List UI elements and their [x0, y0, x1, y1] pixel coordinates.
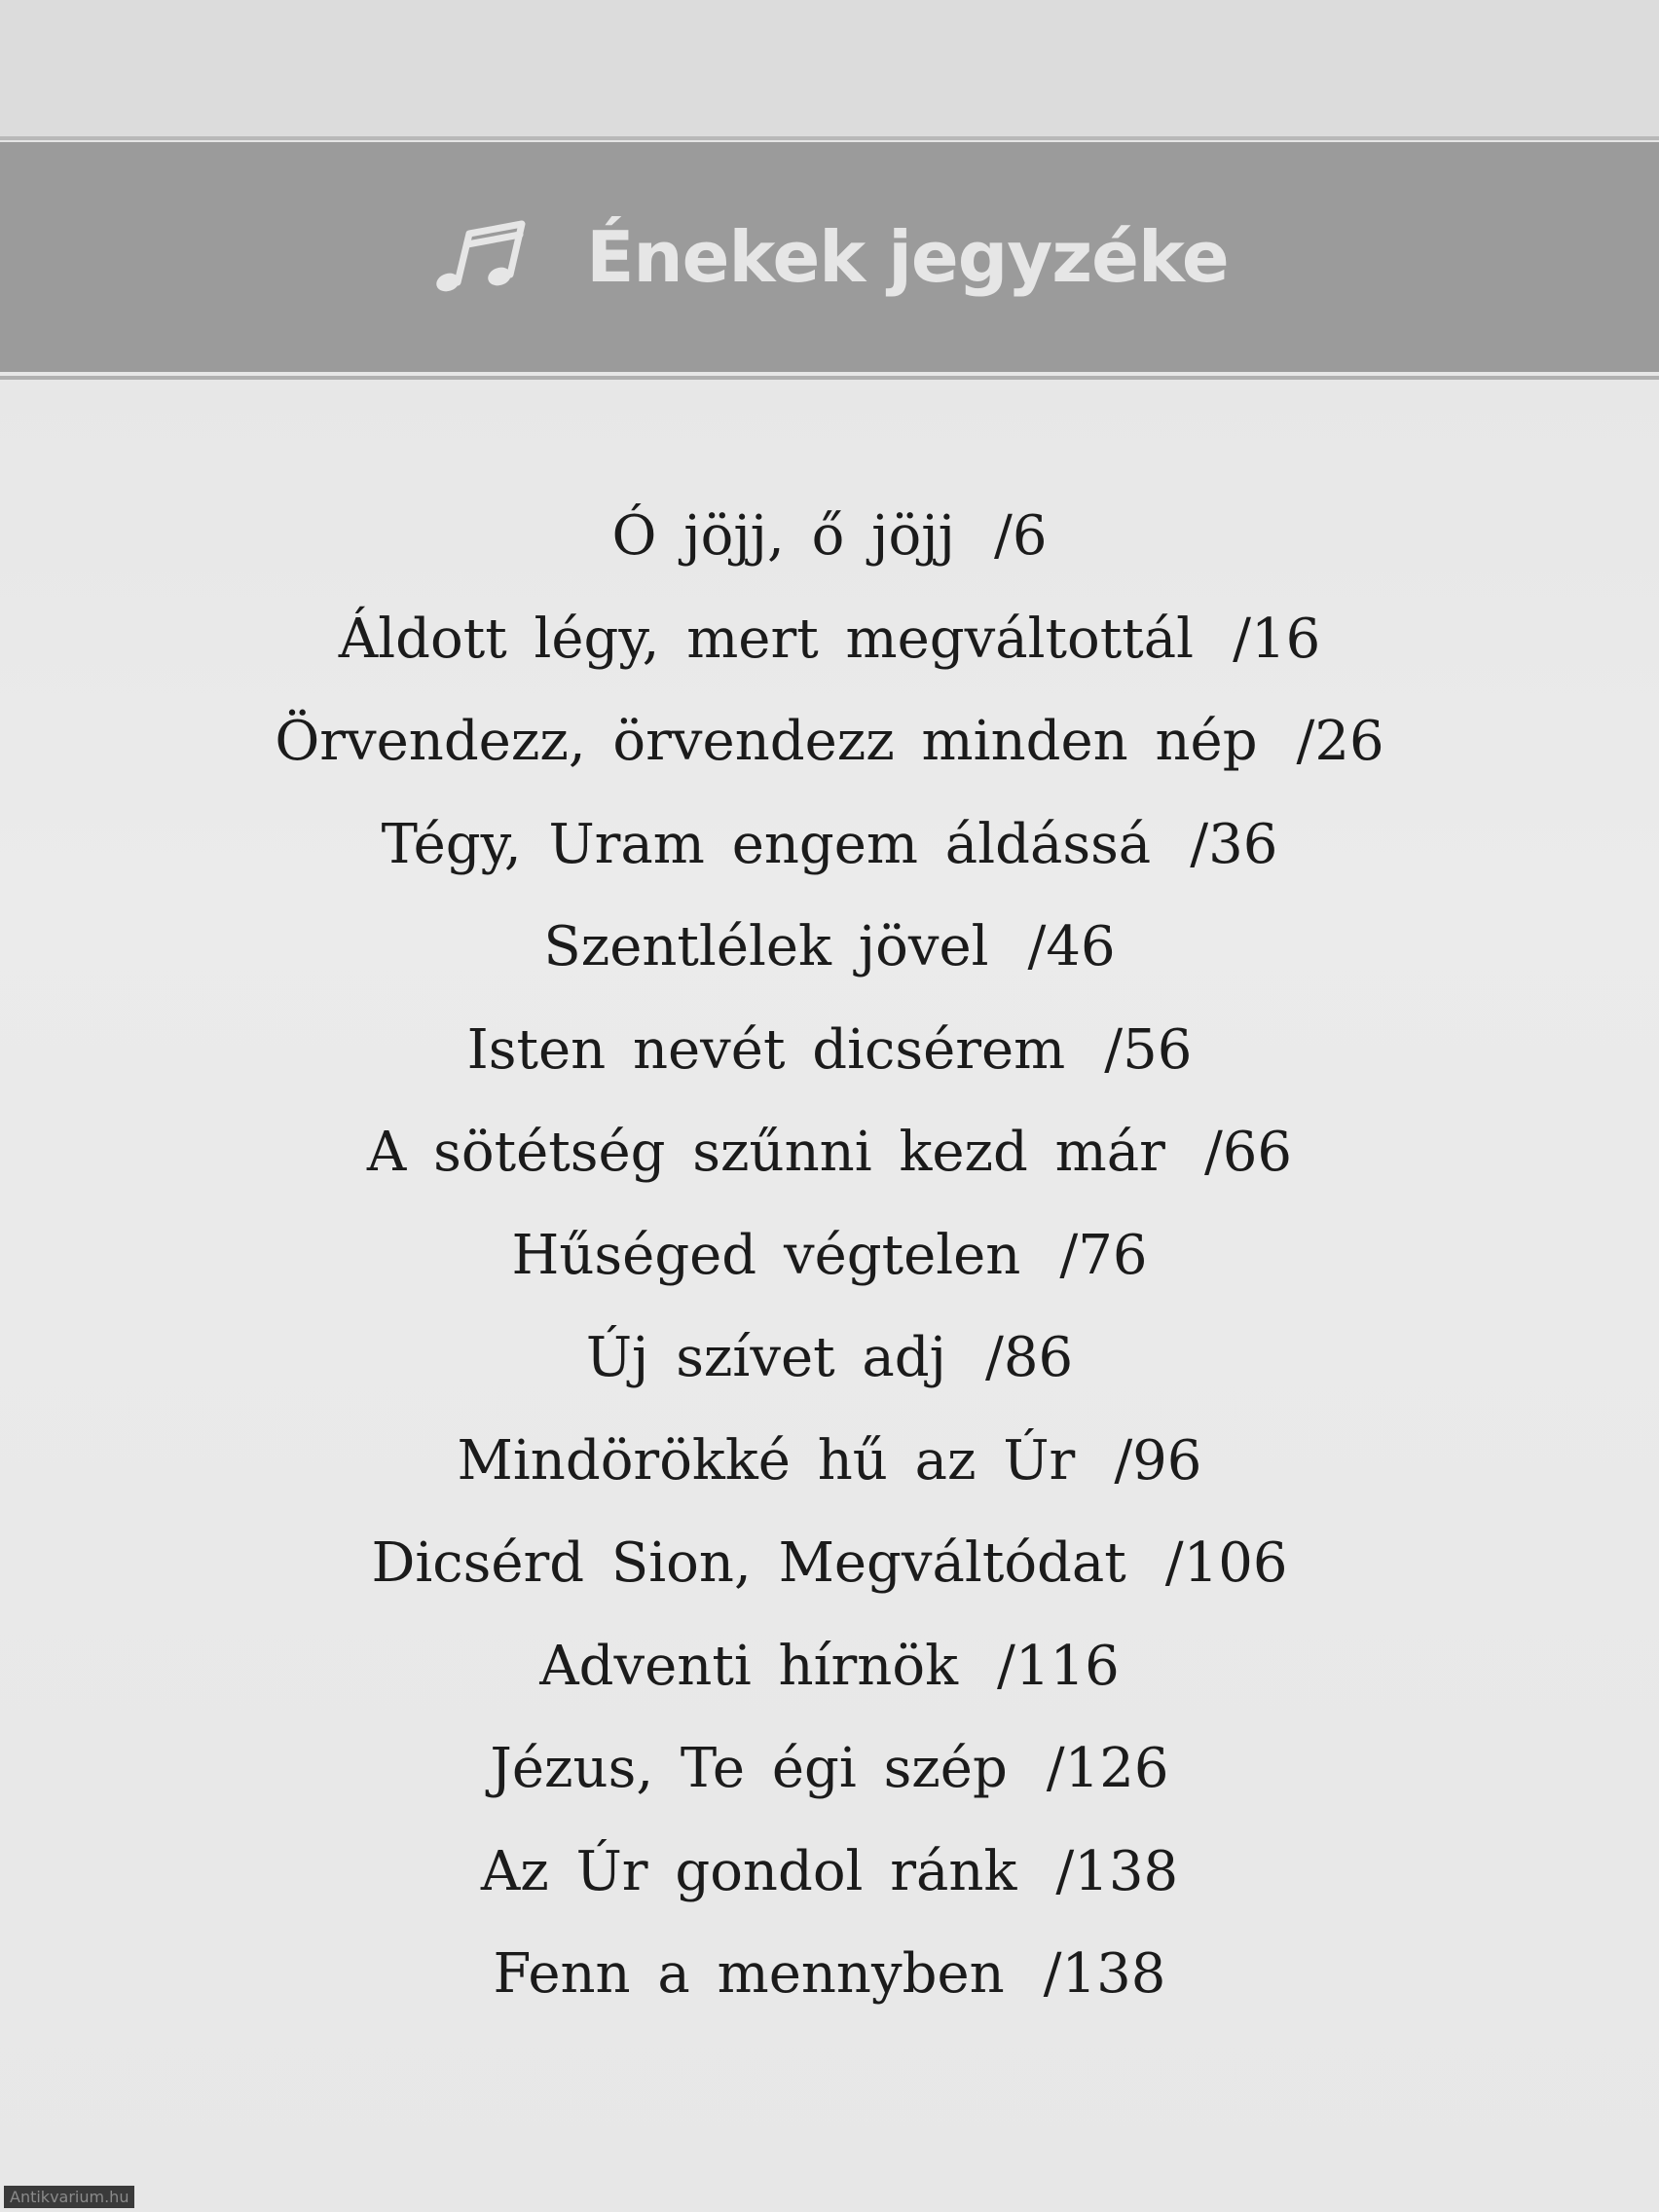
- song-entry: [0, 1101, 1659, 1204]
- song-page-number: /16: [1233, 607, 1321, 671]
- song-title: Az Úr gondol ránk: [480, 1839, 1017, 1903]
- page-title: Énekek jegyzéke: [586, 216, 1229, 298]
- page-top-area: [0, 0, 1659, 136]
- song-page-number: /6: [993, 504, 1048, 568]
- song-page-number: /106: [1164, 1531, 1288, 1595]
- song-title: Mindörökké hű az Úr: [457, 1428, 1076, 1493]
- song-page-number: /138: [1055, 1839, 1179, 1903]
- song-entry: [0, 588, 1659, 691]
- song-title: Jézus, Te égi szép: [490, 1737, 1008, 1800]
- song-entry: [0, 896, 1659, 999]
- song-title: Hűséged végtelen: [511, 1223, 1021, 1287]
- header-content: [0, 142, 1659, 372]
- song-page-number: /116: [997, 1634, 1120, 1698]
- song-title: Ó jöjj, ő jöjj: [611, 504, 955, 568]
- header-banner: [0, 142, 1659, 372]
- watermark: Antikvarium.hu: [4, 2186, 134, 2208]
- song-page-number: /46: [1027, 915, 1116, 978]
- song-entry: [0, 999, 1659, 1102]
- song-title: Tégy, Uram engem áldássá: [381, 812, 1152, 876]
- song-entry: [0, 1615, 1659, 1718]
- song-entry: [0, 793, 1659, 897]
- song-title: Fenn a mennyben: [493, 1942, 1005, 2006]
- song-page-number: /86: [985, 1326, 1074, 1389]
- song-entry: [0, 1307, 1659, 1410]
- song-title: Dicsérd Sion, Megváltódat: [371, 1531, 1126, 1595]
- song-page-number: /56: [1104, 1017, 1193, 1082]
- top-divider: [0, 136, 1659, 140]
- song-page-number: /66: [1203, 1121, 1293, 1184]
- song-title: Adventi hírnök: [539, 1634, 959, 1698]
- song-page-number: /126: [1046, 1737, 1169, 1800]
- song-page-number: /26: [1296, 710, 1384, 773]
- song-page-number: /36: [1190, 812, 1278, 876]
- music-notes-icon: [430, 218, 528, 296]
- bottom-divider: [0, 376, 1659, 380]
- song-entry: [0, 1204, 1659, 1308]
- song-entry: [0, 1923, 1659, 2026]
- song-page-number: /138: [1043, 1942, 1166, 2006]
- song-page-number: /96: [1114, 1428, 1202, 1493]
- song-title: Áldott légy, mert megváltottál: [338, 607, 1195, 671]
- song-entry: [0, 485, 1659, 588]
- song-title: A sötétség szűnni kezd már: [366, 1121, 1165, 1184]
- song-page-number: /76: [1059, 1223, 1148, 1287]
- song-entry: [0, 1821, 1659, 1924]
- song-index-list: [0, 485, 1659, 2026]
- song-title: Örvendezz, örvendezz minden nép: [275, 710, 1258, 773]
- song-entry: [0, 1717, 1659, 1821]
- song-entry: [0, 1410, 1659, 1513]
- song-title: Isten nevét dicsérem: [466, 1017, 1066, 1082]
- song-title: Új szívet adj: [585, 1326, 947, 1389]
- song-title: Szentlélek jövel: [543, 915, 989, 978]
- song-entry: [0, 690, 1659, 793]
- song-entry: [0, 1512, 1659, 1615]
